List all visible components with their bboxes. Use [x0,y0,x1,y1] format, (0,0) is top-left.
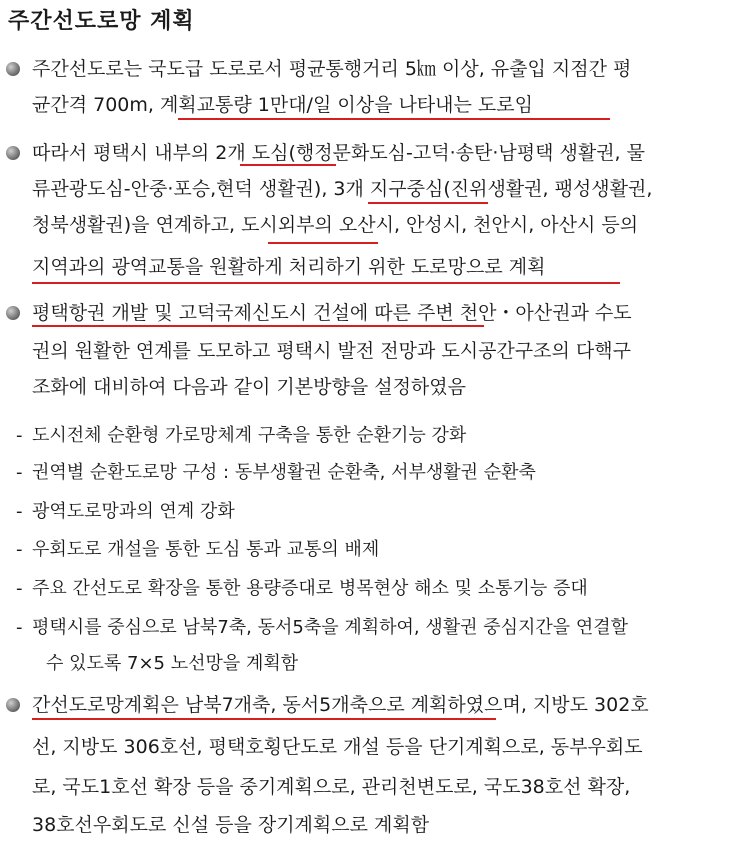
sub-item-6: 평택시를 중심으로 남북7축, 동서5축을 계획하여, 생활권 중심지간을 연결할 [32,617,629,638]
underline-mark [240,164,336,166]
underline-mark [368,202,488,204]
sub-item-2: 권역별 순환도로망 구성 : 동부생활권 순환축, 서부생활권 순환축 [32,462,536,483]
p4-line3: 로, 국도1호선 확장 등을 중기계획으로, 관리천변도로, 국도38호선 확장, [32,776,631,798]
p1-line2: 균간격 700m, 계획교통량 1만대/일 이상을 나타내는 도로임 [32,94,533,116]
dash-mark: - [16,539,23,560]
p3-line1: 평택항권 개발 및 고덕국제신도시 건설에 따른 주변 천안・아산권과 수도 [32,302,632,324]
dash-mark: - [16,425,23,446]
dash-mark: - [16,617,23,638]
sub-item-3: 광역도로망과의 연계 강화 [32,501,235,522]
dash-mark: - [16,501,23,522]
p2-line1: 따라서 평택시 내부의 2개 도심(행정문화도심-고덕·송탄·남평택 생활권, 물 [32,142,645,164]
page-title: 주간선도로망 계획 [8,9,195,34]
p4-line4: 38호선우회도로 신설 등을 장기계획으로 계획함 [32,814,430,836]
p3-line3: 조화에 대비하여 다음과 같이 기본방향을 설정하였음 [32,376,466,398]
p2-line4: 지역과의 광역교통을 원활하게 처리하기 위한 도로망으로 계획 [32,256,546,278]
bullet-icon [6,698,20,712]
sub-item-1: 도시전체 순환형 가로망체계 구축을 통한 순환기능 강화 [32,425,467,446]
p2-line2: 류관광도심-안중·포승,현덕 생활권), 3개 지구중심(진위생활권, 팽성생활권, [32,178,653,200]
underline-mark [268,242,378,244]
underline-mark [32,718,496,720]
p4-line1: 간선도로망계획은 남북7개축, 동서5개축으로 계획하였으며, 지방도 302호 [32,694,649,716]
bullet-icon [6,62,20,76]
sub-item-6-cont: 수 있도록 7×5 노선망을 계획함 [46,653,299,674]
p1-line1: 주간선도로는 국도급 도로로서 평균통행거리 5㎞ 이상, 유출입 지점간 평 [32,58,632,80]
underline-mark [32,325,484,327]
p4-line2: 선, 지방도 306호선, 평택호횡단도로 개설 등을 단기계획으로, 동부우회도 [32,736,643,758]
dash-mark: - [16,578,23,599]
bullet-icon [6,146,20,160]
underline-mark [32,282,620,284]
sub-item-4: 우회도로 개설을 통한 도심 통과 교통의 배제 [32,539,380,560]
p3-line2: 권의 원활한 연계를 도모하고 평택시 발전 전망과 도시공간구조의 다핵구 [32,340,631,362]
p2-line3: 청북생활권)을 연계하고, 도시외부의 오산시, 안성시, 천안시, 아산시 등의 [32,214,639,236]
dash-mark: - [16,462,23,483]
bullet-icon [6,306,20,320]
underline-mark [178,118,610,120]
sub-item-5: 주요 간선도로 확장을 통한 용량증대로 병목현상 해소 및 소통기능 증대 [32,578,588,599]
